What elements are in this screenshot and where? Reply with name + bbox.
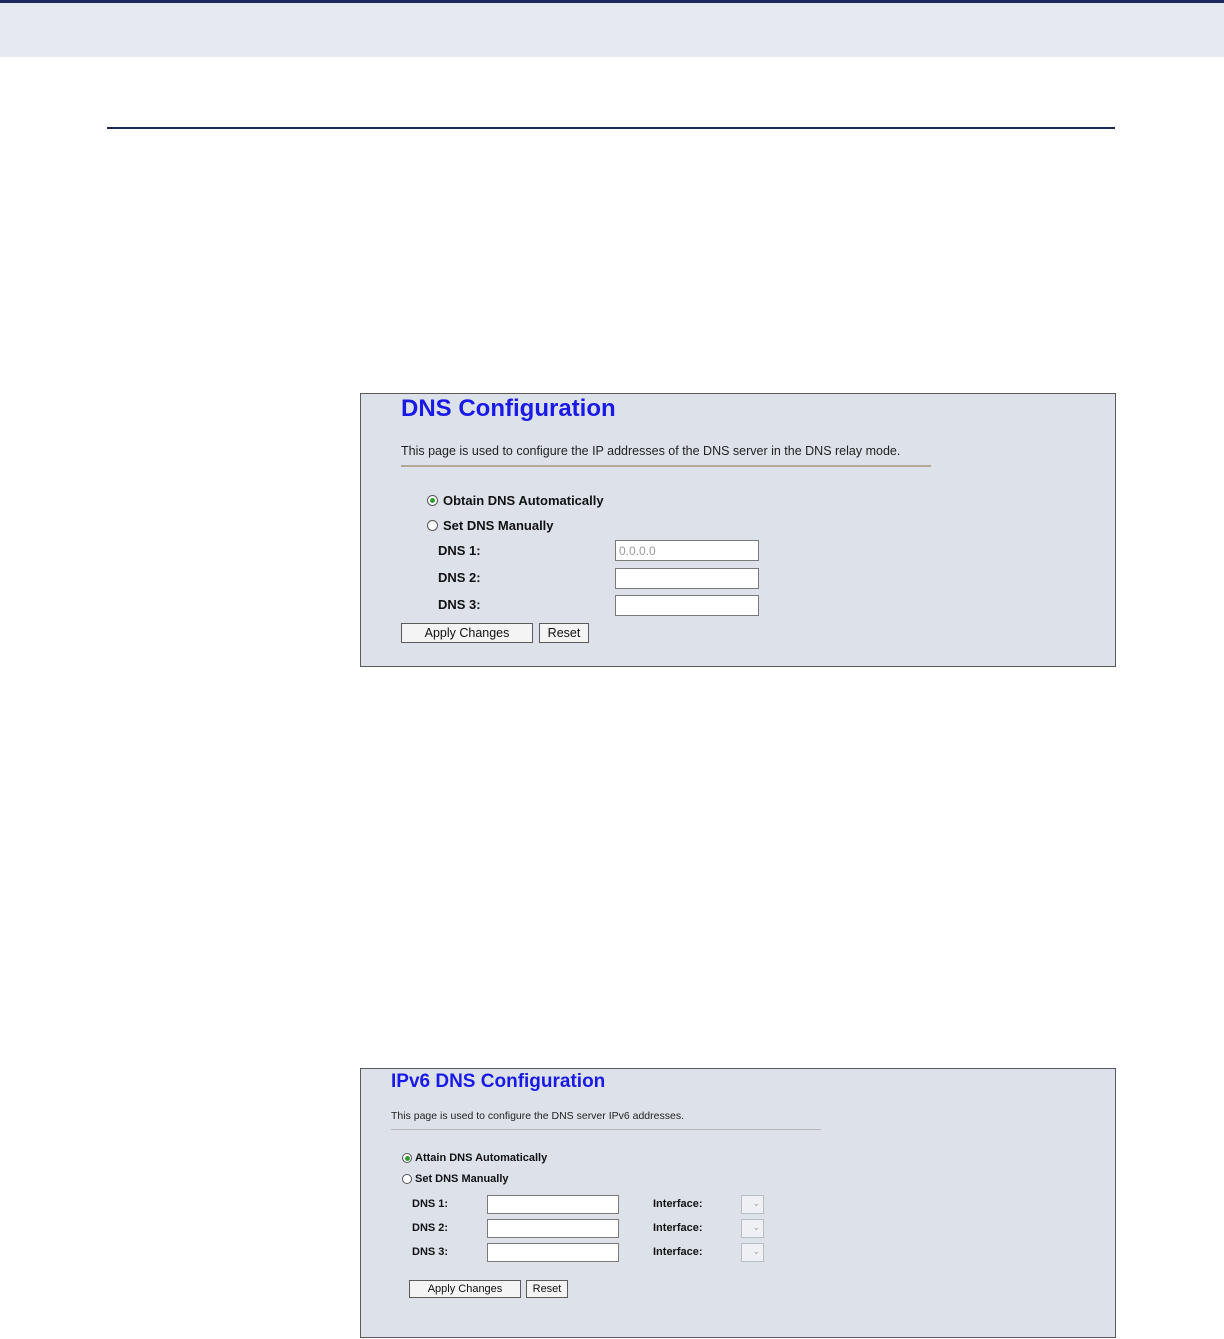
dns1-label: DNS 1:: [412, 1198, 449, 1210]
dns1-label: DNS 1:: [438, 543, 481, 558]
dns2-label: DNS 2:: [438, 570, 481, 585]
dns3-interface-select[interactable]: [741, 1243, 764, 1262]
page-description: This page is used to configure the IP addresses of the DNS server in the DNS relay mode.: [401, 444, 901, 458]
dns1-interface-label: Interface:: [653, 1198, 703, 1210]
apply-changes-button[interactable]: Apply Changes: [401, 623, 533, 643]
dns3-input[interactable]: [487, 1243, 619, 1262]
set-dns-manually-label: Set DNS Manually: [415, 1173, 509, 1185]
dns3-label: DNS 3:: [412, 1246, 449, 1258]
dns1-input[interactable]: [615, 540, 759, 561]
page-description: This page is used to configure the DNS server IPv6 addresses.: [391, 1110, 684, 1122]
section-rule: [107, 127, 1115, 129]
reset-button[interactable]: Reset: [526, 1280, 568, 1298]
dns-configuration-panel: [360, 393, 1116, 667]
set-dns-manually-radio[interactable]: [402, 1174, 412, 1184]
page-title: IPv6 DNS Configuration: [391, 1071, 606, 1092]
dns3-interface-label: Interface:: [653, 1246, 703, 1258]
dns1-interface-select[interactable]: [741, 1195, 764, 1214]
chevron-down-icon: ⌄: [752, 1198, 760, 1208]
set-dns-manually-radio[interactable]: [427, 520, 438, 531]
dns2-interface-select[interactable]: [741, 1219, 764, 1238]
chevron-down-icon: ⌄: [752, 1246, 760, 1256]
page-title: DNS Configuration: [401, 395, 616, 422]
chevron-down-icon: ⌄: [752, 1222, 760, 1232]
dns1-input[interactable]: [487, 1195, 619, 1214]
dns3-input[interactable]: [615, 595, 759, 616]
dns2-input[interactable]: [615, 568, 759, 589]
obtain-dns-label: Obtain DNS Automatically: [443, 493, 604, 508]
dns3-label: DNS 3:: [438, 597, 481, 612]
attain-dns-radio[interactable]: [402, 1153, 412, 1163]
page-header-band: [0, 0, 1224, 57]
reset-button[interactable]: Reset: [539, 623, 589, 643]
set-dns-manually-label: Set DNS Manually: [443, 518, 554, 533]
title-divider: [401, 465, 931, 467]
ipv6-dns-configuration-panel: [360, 1068, 1116, 1338]
attain-dns-label: Attain DNS Automatically: [415, 1152, 548, 1164]
title-divider: [391, 1129, 821, 1130]
dns2-label: DNS 2:: [412, 1222, 449, 1234]
apply-changes-button[interactable]: Apply Changes: [409, 1280, 521, 1298]
obtain-dns-radio[interactable]: [427, 495, 438, 506]
dns2-input[interactable]: [487, 1219, 619, 1238]
dns2-interface-label: Interface:: [653, 1222, 703, 1234]
